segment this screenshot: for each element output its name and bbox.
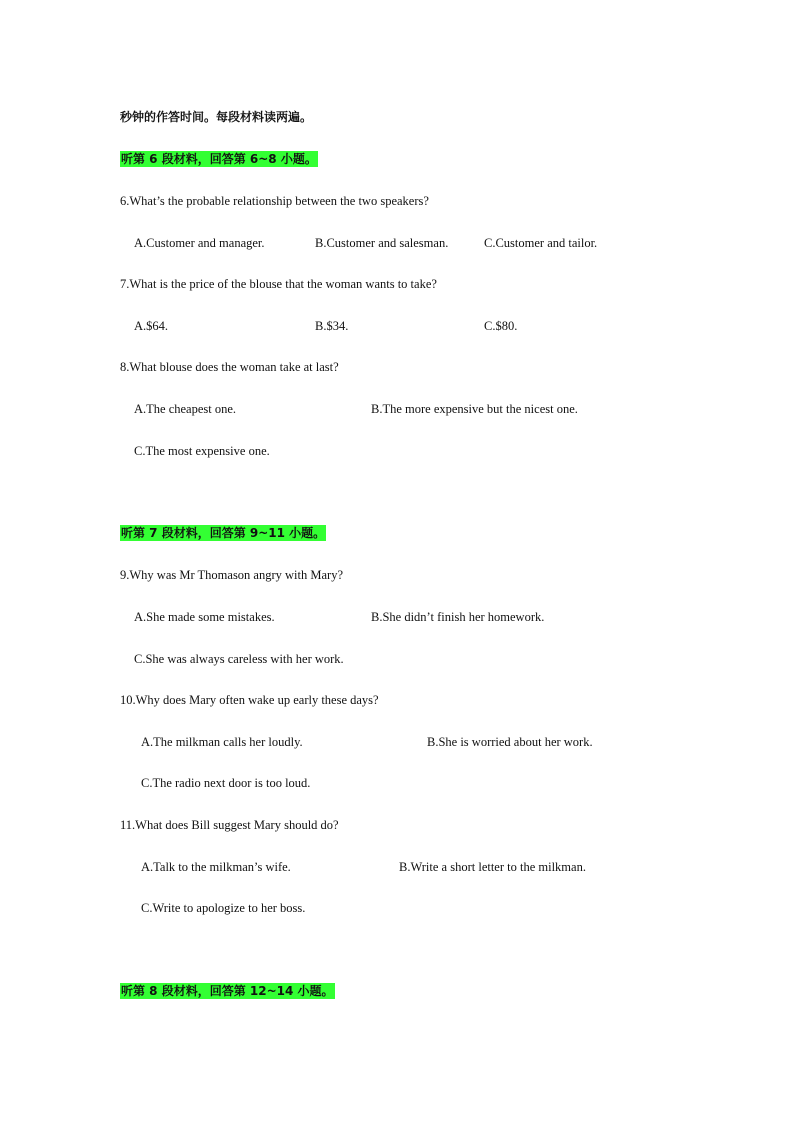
question-9-option-b: B.She didn’t finish her homework. [371,610,545,624]
question-10-stem: 10.Why does Mary often wake up early these days? [120,693,379,707]
question-6-stem: 6.What’s the probable relationship between the two speakers? [120,194,429,208]
question-7-option-a: A.$64. [134,319,169,333]
question-7-option-b: B.$34. [315,319,349,333]
section-heading-7 [120,525,326,541]
question-7-stem: 7.What is the price of the blouse that the woman wants to take? [120,277,437,291]
question-10-option-a: A.The milkman calls her loudly. [141,735,303,749]
question-11-option-a: A.Talk to the milkman’s wife. [141,860,291,874]
question-9-option-c: C.She was always careless with her work. [134,652,344,666]
question-6-option-a: A.Customer and manager. [134,236,265,250]
question-6-option-b: B.Customer and salesman. [315,236,449,250]
question-8-option-a: A.The cheapest one. [134,402,237,416]
section-heading-highlight: 听第 7 段材料，回答第 9~11 小题。 [121,526,326,540]
question-11-option-c: C.Write to apologize to her boss. [141,901,306,915]
question-11-option-b: B.Write a short letter to the milkman. [399,860,586,874]
section-heading-6 [120,151,318,167]
question-8-option-b: B.The more expensive but the nicest one. [371,402,578,416]
question-6-option-c: C.Customer and tailor. [484,236,598,250]
section-heading-8 [120,983,335,999]
question-10-option-b: B.She is worried about her work. [427,735,593,749]
question-9-option-a: A.She made some mistakes. [134,610,275,624]
question-8-option-c: C.The most expensive one. [134,444,270,458]
intro-line: 秒钟的作答时间。每段材料读两遍。 [120,110,313,124]
question-11-stem: 11.What does Bill suggest Mary should do? [120,818,339,832]
question-8-stem: 8.What blouse does the woman take at last? [120,360,339,374]
section-heading-highlight: 听第 8 段材料，回答第 12~14 小题。 [121,984,334,998]
question-9-stem: 9.Why was Mr Thomason angry with Mary? [120,568,343,582]
question-10-option-c: C.The radio next door is too loud. [141,776,311,790]
section-heading-highlight: 听第 6 段材料，回答第 6~8 小题。 [121,152,317,166]
question-7-option-c: C.$80. [484,319,518,333]
